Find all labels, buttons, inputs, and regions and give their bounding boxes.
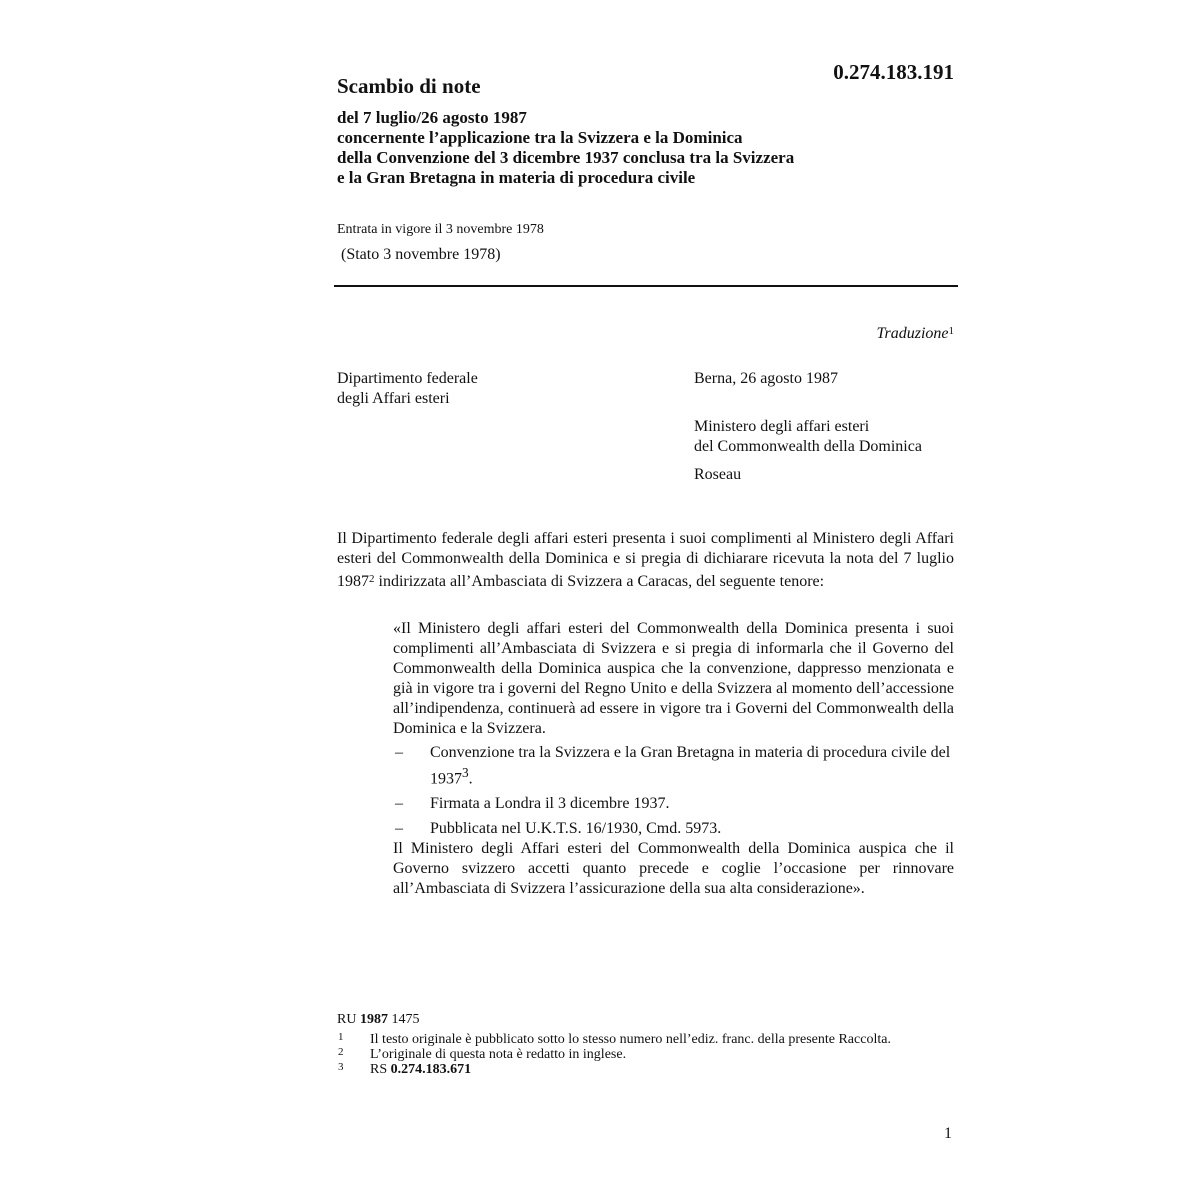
intro-paragraph bbox=[337, 529, 954, 592]
subtitle-line: concernente l’applicazione tra la Svizzera e la Dominica bbox=[337, 128, 743, 147]
ru-year: 1987 bbox=[359, 1012, 388, 1027]
intro-text-continued: indirizzata all’Ambasciata di Svizzera a Caracas, del seguente tenore: bbox=[374, 573, 825, 590]
subtitle-line: della Convenzione del 3 dicembre 1937 conclusa tra la Svizzera bbox=[337, 148, 795, 167]
sender-line: degli Affari esteri bbox=[337, 390, 450, 407]
subtitle-line: e la Gran Bretagna in materia di procedura civile bbox=[337, 168, 696, 187]
recipient-city: Roseau bbox=[694, 466, 742, 483]
footnote-1 bbox=[337, 1032, 917, 1047]
footnote-number: 2 bbox=[338, 1046, 344, 1058]
footnote-3 bbox=[337, 1062, 917, 1077]
translation-label bbox=[700, 325, 954, 343]
recipient-line: Ministero degli affari esteri bbox=[694, 418, 870, 435]
quoted-note: «Il Ministero degli affari esteri del Commonwealth della Dominica presenta i suoi complimenti all’Ambasciata di Svizzera e si pregia di informarla che il Governo del Commonwealth della Dominica auspica che la convenzione, dappresso menzionata e già in vigore tra i governi del Regno Unito e della Svizzera al momento dell’accessione all’indipendenza, continuerà ad essere in vigore tra i Governi del Commonwealth della Dominica e la Svizzera. bbox=[393, 620, 954, 737]
convention-details-list bbox=[393, 743, 954, 844]
status-date: (Stato 3 novembre 1978) bbox=[341, 246, 501, 263]
footnote-text: L’originale di questa nota è redatto in inglese. bbox=[370, 1047, 627, 1062]
footnote-text: Il testo originale è pubblicato sotto lo stesso numero nell’ediz. franc. della presente Raccolta. bbox=[370, 1032, 891, 1047]
document-title: Scambio di note bbox=[337, 74, 481, 98]
footnote-ref-3[interactable]: 3 bbox=[462, 765, 469, 780]
list-item-text: Pubblicata nel U.K.T.S. 16/1930, Cmd. 5973. bbox=[430, 820, 722, 838]
recipient-block bbox=[694, 417, 922, 457]
entry-into-force: Entrata in vigore il 3 novembre 1978 bbox=[337, 222, 544, 237]
dash-marker: – bbox=[395, 744, 403, 761]
footnote-number: 3 bbox=[338, 1061, 344, 1073]
list-item bbox=[393, 794, 954, 814]
list-item-text: Convenzione tra la Svizzera e la Gran Bretagna in materia di procedura civile del 1937 bbox=[430, 744, 951, 788]
footnote-number: 1 bbox=[338, 1031, 344, 1043]
page-number: 1 bbox=[944, 1125, 952, 1142]
intro-text: Il Dipartimento federale degli affari esteri presenta i suoi complimenti al Ministero degli Affari esteri del Commonwealth della Dominica e si pregia di dichiarare ricevuta la nota del 7 luglio 1987 bbox=[337, 530, 954, 590]
list-item bbox=[393, 743, 954, 789]
recipient-line: del Commonwealth della Dominica bbox=[694, 438, 922, 455]
footnote-ref-1[interactable]: 1 bbox=[948, 325, 954, 337]
footnote-rs-number: 0.274.183.671 bbox=[390, 1062, 472, 1077]
place-date: Berna, 26 agosto 1987 bbox=[694, 370, 838, 387]
list-item-text: Firmata a Londra il 3 dicembre 1937. bbox=[430, 795, 670, 813]
footnote-ref-2[interactable]: 2 bbox=[369, 573, 375, 585]
closing-paragraph: Il Ministero degli Affari esteri del Commonwealth della Dominica auspica che il Governo svizzero accetti quanto precede e coglie l’occasione per rinnovare all’Ambasciata di Svizzera l’assicurazione della sua alta considerazione». bbox=[393, 840, 954, 897]
list-item bbox=[393, 819, 954, 839]
document-subtitle bbox=[337, 108, 937, 188]
sender-line: Dipartimento federale bbox=[337, 370, 478, 387]
translation-text: Traduzione bbox=[876, 325, 949, 342]
ru-page: 1475 bbox=[391, 1012, 420, 1027]
dash-marker: – bbox=[395, 795, 403, 813]
footnote-2 bbox=[337, 1047, 917, 1062]
subtitle-line: del 7 luglio/26 agosto 1987 bbox=[337, 108, 527, 127]
footnotes bbox=[337, 1032, 917, 1077]
header-divider bbox=[334, 285, 958, 287]
ru-citation bbox=[337, 1012, 419, 1028]
document-reference-number: 0.274.183.191 bbox=[833, 60, 954, 84]
footnote-text: RS bbox=[370, 1062, 391, 1077]
sender-block bbox=[337, 369, 478, 409]
list-item-text-end: . bbox=[468, 770, 473, 788]
dash-marker: – bbox=[395, 820, 403, 838]
ru-prefix: RU bbox=[337, 1012, 357, 1027]
